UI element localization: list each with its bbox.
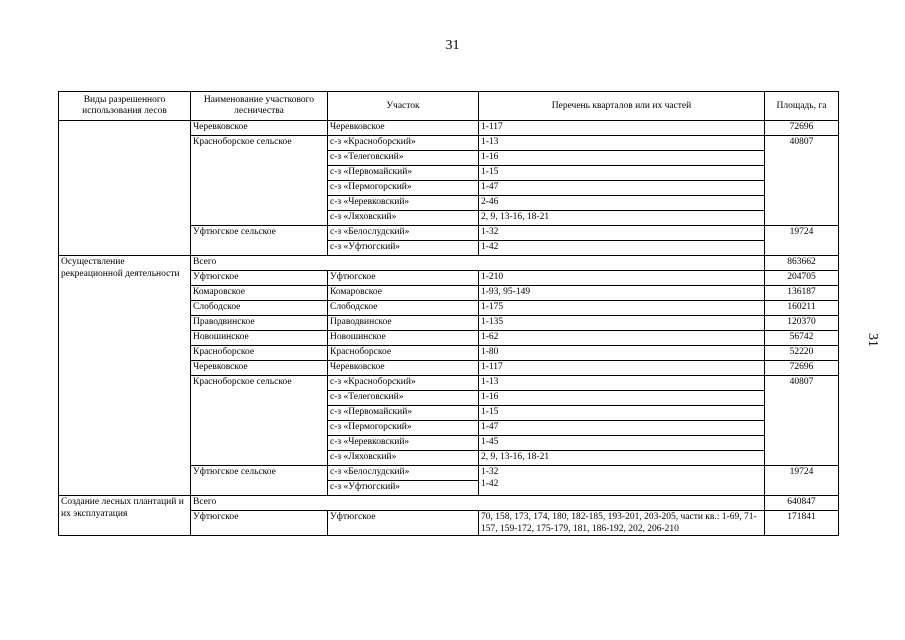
quarters-cell: 2, 9, 13-16, 18-21 bbox=[479, 451, 765, 466]
table-row bbox=[59, 496, 839, 511]
forestry-cell: Уфтюгское сельское bbox=[191, 466, 328, 496]
area-cell: 171841 bbox=[765, 511, 839, 536]
quarters-cell: 1-210 bbox=[479, 271, 765, 286]
quarters-cell: 1-62 bbox=[479, 331, 765, 346]
quarters-cell: 1-13 bbox=[479, 136, 765, 151]
header-area: Площадь, га bbox=[765, 92, 839, 121]
plot-cell: с-з «Уфтюгский» bbox=[328, 481, 479, 496]
quarters-cell: 1-13 bbox=[479, 376, 765, 391]
area-cell: 120370 bbox=[765, 316, 839, 331]
use-type-cell bbox=[59, 121, 191, 256]
plot-cell: с-з «Красноборский» bbox=[328, 376, 479, 391]
use-type-cell: Создание лесных плантаций и их эксплуатация bbox=[59, 496, 191, 536]
plot-cell: с-з «Белослудский» bbox=[328, 226, 479, 241]
forestry-cell: Комаровское bbox=[191, 286, 328, 301]
forest-use-table bbox=[58, 91, 839, 536]
header-forestry: Наименование участкового лесничества bbox=[191, 92, 328, 121]
table-row bbox=[59, 121, 839, 136]
plot-cell: с-з «Пермогорский» bbox=[328, 421, 479, 436]
forestry-cell: Красноборское сельское bbox=[191, 376, 328, 466]
quarters-cell: 1-117 bbox=[479, 121, 765, 136]
area-cell: 40807 bbox=[765, 376, 839, 466]
plot-cell: с-з «Телеговский» bbox=[328, 151, 479, 166]
plot-cell: с-з «Белослудский» bbox=[328, 466, 479, 481]
forestry-cell: Слободское bbox=[191, 301, 328, 316]
plot-cell: с-з «Уфтюгский» bbox=[328, 241, 479, 256]
area-cell: 19724 bbox=[765, 466, 839, 496]
area-cell: 204705 bbox=[765, 271, 839, 286]
forestry-cell: Праводвинское bbox=[191, 316, 328, 331]
area-cell: 40807 bbox=[765, 136, 839, 226]
quarters-cell: 1-80 bbox=[479, 346, 765, 361]
table-header-row bbox=[59, 92, 839, 121]
quarters-cell: 1-15 bbox=[479, 406, 765, 421]
forestry-cell: Черевковское bbox=[191, 121, 328, 136]
quarters-cell: 70, 158, 173, 174, 180, 182-185, 193-201, 203-205, части кв.: 1-69, 71-157, 159-172, 175-179, 181, 186-192, 202, 206-210 bbox=[479, 511, 765, 536]
plot-cell: Черевковское bbox=[328, 361, 479, 376]
quarters-cell: 1-45 bbox=[479, 436, 765, 451]
header-quarters: Перечень кварталов или их частей bbox=[479, 92, 765, 121]
area-cell: 136187 bbox=[765, 286, 839, 301]
plot-cell: с-з «Ляховский» bbox=[328, 211, 479, 226]
total-label-cell: Всего bbox=[191, 496, 765, 511]
total-label-cell: Всего bbox=[191, 256, 765, 271]
quarters-cell: 1-32 1-42 bbox=[479, 466, 765, 496]
plot-cell: с-з «Черевковский» bbox=[328, 196, 479, 211]
header-use-type: Виды разрешенного использования лесов bbox=[59, 92, 191, 121]
plot-cell: Уфтюгское bbox=[328, 511, 479, 536]
area-cell: 72696 bbox=[765, 121, 839, 136]
table-row bbox=[59, 256, 839, 271]
quarters-cell: 2, 9, 13-16, 18-21 bbox=[479, 211, 765, 226]
forestry-cell: Уфтюгское bbox=[191, 271, 328, 286]
use-type-cell: Осуществление рекреационной деятельности bbox=[59, 256, 191, 496]
forestry-cell: Красноборское сельское bbox=[191, 136, 328, 226]
forestry-cell: Черевковское bbox=[191, 361, 328, 376]
quarters-cell: 1-47 bbox=[479, 421, 765, 436]
plot-cell: с-з «Первомайский» bbox=[328, 166, 479, 181]
plot-cell: с-з «Пермогорский» bbox=[328, 181, 479, 196]
plot-cell: с-з «Ляховский» bbox=[328, 451, 479, 466]
quarters-cell: 2-46 bbox=[479, 196, 765, 211]
forestry-cell: Новошинское bbox=[191, 331, 328, 346]
quarters-cell: 1-42 bbox=[479, 241, 765, 256]
plot-cell: Новошинское bbox=[328, 331, 479, 346]
plot-cell: Слободское bbox=[328, 301, 479, 316]
quarters-cell: 1-47 bbox=[479, 181, 765, 196]
area-cell: 52220 bbox=[765, 346, 839, 361]
quarters-cell: 1-32 bbox=[479, 226, 765, 241]
quarters-cell: 1-117 bbox=[479, 361, 765, 376]
area-cell: 56742 bbox=[765, 331, 839, 346]
forestry-cell: Уфтюгское сельское bbox=[191, 226, 328, 256]
forestry-cell: Красноборское bbox=[191, 346, 328, 361]
plot-cell: Уфтюгское bbox=[328, 271, 479, 286]
area-cell: 160211 bbox=[765, 301, 839, 316]
area-cell: 72696 bbox=[765, 361, 839, 376]
plot-cell: Праводвинское bbox=[328, 316, 479, 331]
plot-cell: Комаровское bbox=[328, 286, 479, 301]
total-area-cell: 640847 bbox=[765, 496, 839, 511]
page-number-side: 31 bbox=[865, 333, 880, 347]
plot-cell: с-з «Первомайский» bbox=[328, 406, 479, 421]
plot-cell: Черевковское bbox=[328, 121, 479, 136]
page-number-top: 31 bbox=[445, 38, 460, 53]
header-plot: Участок bbox=[328, 92, 479, 121]
quarters-cell: 1-16 bbox=[479, 151, 765, 166]
plot-cell: с-з «Черевковский» bbox=[328, 436, 479, 451]
quarters-cell: 1-135 bbox=[479, 316, 765, 331]
area-cell: 19724 bbox=[765, 226, 839, 256]
plot-cell: с-з «Телеговский» bbox=[328, 391, 479, 406]
quarters-cell: 1-93, 95-149 bbox=[479, 286, 765, 301]
total-area-cell: 863662 bbox=[765, 256, 839, 271]
forestry-cell: Уфтюгское bbox=[191, 511, 328, 536]
plot-cell: с-з «Красноборский» bbox=[328, 136, 479, 151]
plot-cell: Красноборское bbox=[328, 346, 479, 361]
quarters-cell: 1-175 bbox=[479, 301, 765, 316]
quarters-cell: 1-15 bbox=[479, 166, 765, 181]
quarters-cell: 1-16 bbox=[479, 391, 765, 406]
